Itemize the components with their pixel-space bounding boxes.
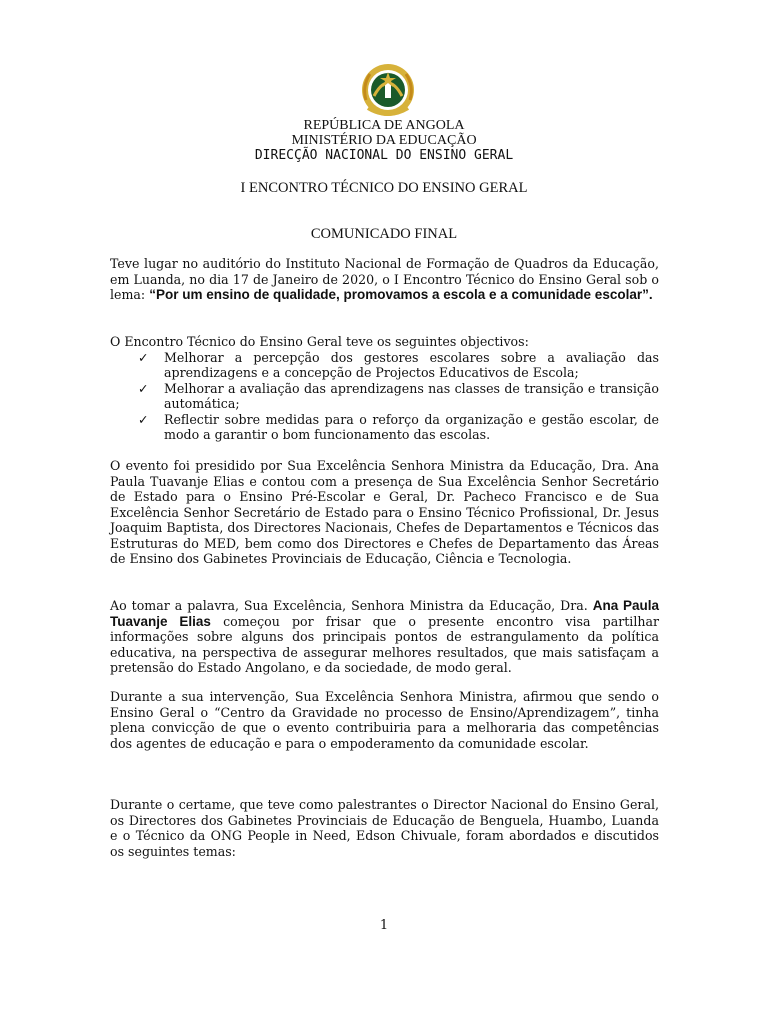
list-item bbox=[138, 412, 659, 443]
list-item-text: Melhorar a avaliação das aprendizagens nas classes de transição e transição automática; bbox=[164, 380, 659, 411]
checkmark-icon: ✓ bbox=[138, 411, 149, 427]
motto: “Por um ensino de qualidade, promovamos a escola e a comunidade escolar”. bbox=[149, 287, 653, 302]
list-item-text: Reflectir sobre medidas para o reforço da organização e gestão escolar, de modo a garantir o bom funcionamento das escolas. bbox=[164, 411, 659, 442]
paragraph-text: Ao tomar a palavra, Sua Excelência, Senhora Ministra da Educação, Dra. bbox=[110, 598, 593, 613]
paragraph-intro-text: Teve lugar no auditório do Instituto Nacional de Formação de Quadros da Educação, em Luanda, no dia 17 de Janeiro de 2020, o I Encontro Técnico do Ensino Geral sob o lema: bbox=[110, 256, 659, 302]
letterhead-directorate: DIRECÇÃO NACIONAL DO ENSINO GERAL bbox=[254, 148, 514, 163]
letterhead bbox=[0, 118, 768, 163]
document-title: COMUNICADO FINAL bbox=[310, 226, 458, 242]
page-number: 1 bbox=[379, 918, 389, 933]
paragraph-intervention: Durante a sua intervenção, Sua Excelência Senhora Ministra, afirmou que sendo o Ensino Geral o “Centro da Gravidade no processo de Ensino/Aprendizagem”, tinha plena convicção de que o evento contribuiria para a melhoraria das competências dos agentes de educação e para o empoderamento da comunidade escolar. bbox=[110, 689, 659, 751]
event-title: I ENCONTRO TÉCNICO DO ENSINO GERAL bbox=[240, 180, 528, 196]
paragraph-text: começou por frisar que o presente encontro visa partilhar informações sobre alguns dos principais pontos de estrangulamento da política educativa, na perspectiva de assegurar melhores resultados, que mais satisfaçam a pretensão do Estado Angolano, e da sociedade, de modo geral. bbox=[110, 613, 660, 675]
list-item bbox=[138, 381, 659, 412]
paragraph-themes-intro: Durante o certame, que teve como palestrantes o Director Nacional do Ensino Geral, os Directores dos Gabinetes Provinciais de Educação de Benguela, Huambo, Luanda e o Técnico da ONG People in Need, Edson Chivuale, foram abordados e discutidos os seguintes temas: bbox=[110, 797, 659, 859]
minister-name: Ana Paula Tuavanje Elias bbox=[110, 598, 659, 629]
objectives-list bbox=[110, 350, 659, 443]
paragraph-minister-speech bbox=[110, 598, 659, 676]
angola-coat-of-arms-icon bbox=[358, 62, 418, 122]
checkmark-icon: ✓ bbox=[138, 380, 149, 396]
letterhead-ministry: MINISTÉRIO DA EDUCAÇÃO bbox=[291, 133, 477, 148]
list-item-text: Melhorar a percepção dos gestores escolares sobre a avaliação das aprendizagens e a concepção de Projectos Educativos de Escola; bbox=[164, 349, 659, 380]
objectives-section bbox=[110, 334, 659, 443]
checkmark-icon: ✓ bbox=[138, 349, 149, 365]
paragraph-attendance: O evento foi presidido por Sua Excelência Senhora Ministra da Educação, Dra. Ana Paula Tuavanje Elias e contou com a presença de Sua Excelência Senhor Secretário de Estado para o Ensino Pré-Escolar e Geral, Dr. Pacheco Francisco e de Sua Excelência Senhor Secretário de Estado para o Ensino Técnico Profissional, Dr. Jesus Joaquim Baptista, dos Directores Nacionais, Chefes de Departamentos e Técnicos das Estruturas do MED, bem como dos Directores e Chefes de Departamento das Áreas de Ensino dos Gabinetes Provinciais de Educação, Ciência e Tecnologia. bbox=[110, 458, 659, 566]
objectives-intro: O Encontro Técnico do Ensino Geral teve os seguintes objectivos: bbox=[110, 334, 529, 349]
list-item bbox=[138, 350, 659, 381]
paragraph-intro bbox=[110, 256, 659, 303]
letterhead-country: REPÚBLICA DE ANGOLA bbox=[303, 118, 465, 133]
